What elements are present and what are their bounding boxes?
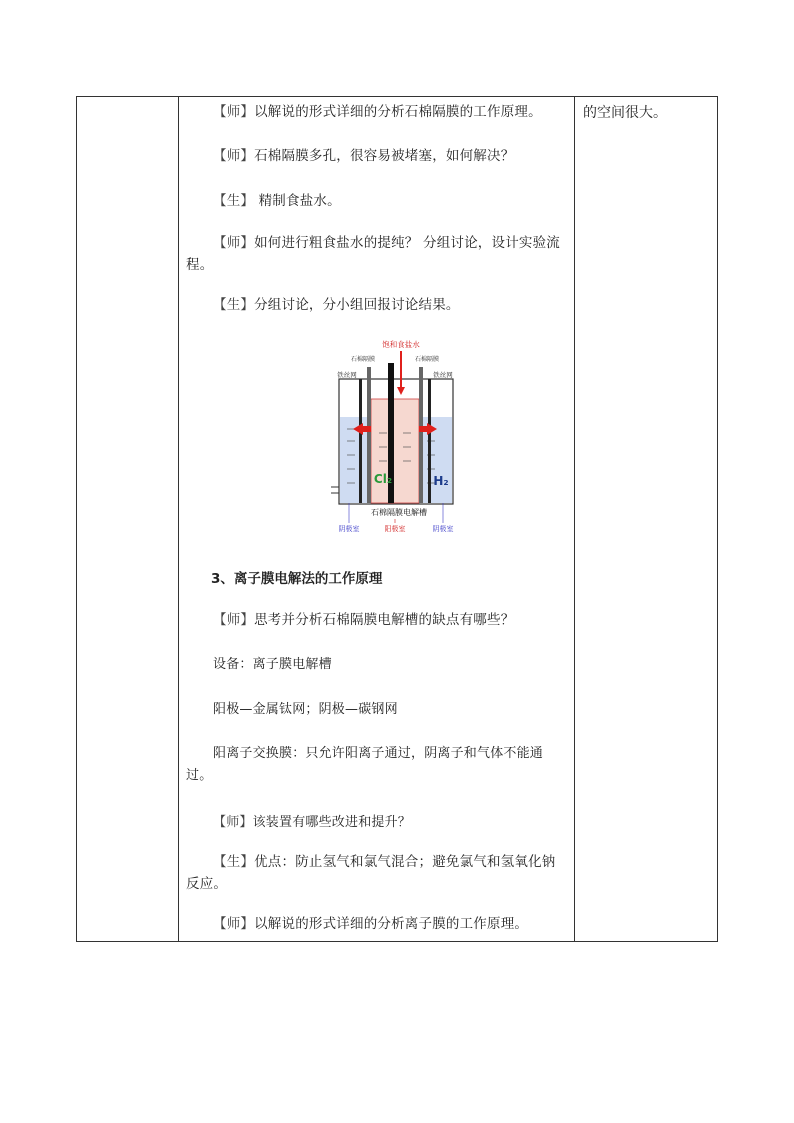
label-cl2: Cl₂ [373, 472, 393, 486]
figure-caption: 石棉隔膜电解槽 [371, 508, 427, 517]
side-note: 的空间很大。 [583, 105, 667, 121]
column-divider [574, 97, 575, 941]
label-left-mesh: 铁丝网 [337, 371, 357, 379]
paragraph: 【师】以解说的形式详细的分析离子膜的工作原理。 [213, 916, 529, 932]
label-left-membrane: 石棉隔膜 [350, 356, 376, 363]
label-anode: 阳极室 [384, 525, 406, 533]
left-membrane [367, 367, 371, 503]
paragraph: 【生】 精制食盐水。 [213, 193, 341, 209]
paragraph: 【生】分组讨论，分小组回报讨论结果。 [213, 297, 460, 313]
paragraph: 【生】优点：防止氢气和氯气混合；避免氯气和氢氧化钠反应。 [186, 854, 556, 892]
right-membrane [419, 367, 423, 503]
label-right-membrane: 石棉隔膜 [414, 356, 440, 363]
label-right-mesh: 铁丝网 [433, 371, 453, 379]
lesson-table [76, 96, 718, 942]
paragraph: 【师】思考并分析石棉隔膜电解槽的缺点有哪些？ [213, 612, 515, 628]
paragraph: 【师】如何进行粗食盐水的提纯？ 分组讨论，设计实验流程。 [186, 235, 560, 273]
paragraph: 阳极—金属钛网；阴极—碳钢网 [213, 702, 398, 717]
paragraph: 设备：离子膜电解槽 [213, 657, 332, 672]
label-cathode-right: 阴极室 [432, 525, 454, 533]
paragraph: 【师】石棉隔膜多孔，很容易被堵塞，如何解决？ [213, 148, 515, 164]
section-heading: 3、离子膜电解法的工作原理 [211, 571, 383, 587]
label-cathode-left: 阴极室 [338, 525, 360, 533]
label-brine: 饱和食盐水 [382, 340, 420, 349]
paragraph: 【师】以解说的形式详细的分析石棉隔膜的工作原理。 [213, 104, 542, 120]
paragraph: 【师】该装置有哪些改进和提升？ [213, 815, 412, 830]
column-divider [178, 97, 179, 941]
label-h2: H₂ [433, 474, 449, 488]
anode-compartment [371, 399, 419, 503]
paragraph: 阳离子交换膜：只允许阳离子通过，阴离子和气体不能通过。 [186, 746, 544, 783]
electrolysis-cell-diagram [331, 337, 471, 537]
